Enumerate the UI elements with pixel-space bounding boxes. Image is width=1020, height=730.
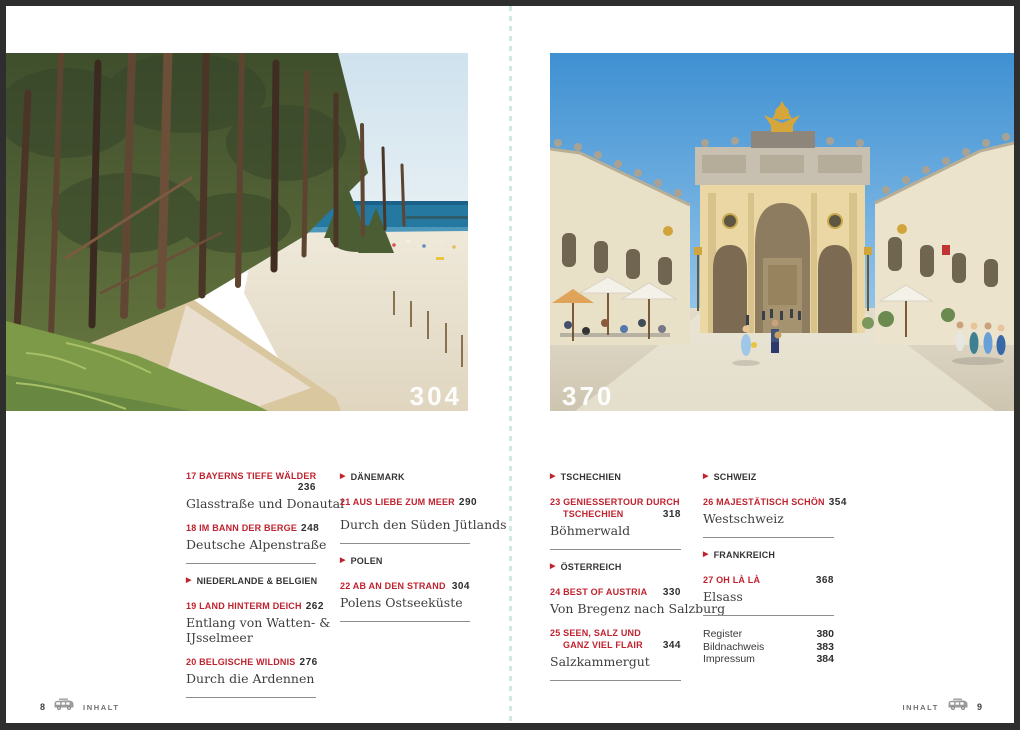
entry-title-line	[340, 580, 470, 593]
entry-title: 23 GENIESSERTOUR DURCH	[550, 497, 680, 507]
toc-column-left-2	[340, 470, 507, 634]
subtitle-line: IJsselmeer	[186, 630, 253, 645]
entry-subtitle	[550, 601, 726, 616]
entry-subtitle	[186, 496, 345, 511]
entry-title: 17 BAYERNS TIEFE WÄLDER	[186, 471, 317, 481]
entry-title-line	[550, 496, 681, 508]
subtitle-line: Durch den Süden Jütlands	[340, 517, 507, 532]
entry-page-number: 354	[828, 497, 847, 508]
triangle-bullet-icon: ▶	[340, 473, 346, 480]
book-spread	[6, 6, 1014, 723]
triangle-bullet-icon: ▶	[703, 551, 709, 558]
entry-title-line	[703, 574, 834, 587]
entry-page-number: 276	[299, 657, 318, 668]
meta-label: Bildnachweis	[703, 640, 765, 653]
toc-entry	[340, 496, 507, 532]
toc-section-header	[550, 472, 681, 482]
entry-title-line	[186, 522, 320, 535]
section-label: ÖSTERREICH	[560, 562, 622, 572]
entry-title-line	[550, 639, 681, 652]
toc-column-right-2	[703, 470, 847, 666]
toc-section-header	[340, 556, 470, 566]
entry-title-line	[186, 600, 324, 613]
entry-subtitle	[186, 537, 327, 552]
left-footer-label: INHALT	[83, 702, 120, 712]
triangle-bullet-icon: ▶	[703, 473, 709, 480]
entry-page-number: 368	[815, 575, 834, 586]
right-footer-label: INHALT	[902, 702, 939, 712]
subtitle-line: Glasstraße und Donautal	[186, 496, 345, 511]
entry-title-line	[340, 496, 478, 509]
left-page-footer	[40, 698, 120, 716]
toc-divider	[340, 543, 470, 544]
triangle-bullet-icon: ▶	[186, 577, 192, 584]
section-label: DÄNEMARK	[350, 472, 405, 482]
toc-column-left-1	[186, 470, 345, 710]
entry-page-number: 248	[301, 523, 320, 534]
arch-plaza-illustration	[550, 53, 1014, 411]
entry-subtitle	[340, 517, 507, 532]
entry-title-line	[550, 627, 681, 639]
entry-title-line	[550, 586, 681, 599]
toc-entry	[186, 656, 316, 686]
subtitle-line: Elsass	[703, 589, 743, 604]
meta-label: Impressum	[703, 653, 755, 665]
toc-entry	[550, 496, 681, 538]
entry-subtitle	[186, 615, 331, 645]
entry-title: GANZ VIEL FLAIR	[563, 640, 643, 650]
entry-subtitle	[186, 671, 316, 686]
toc-entry	[340, 580, 470, 610]
triangle-bullet-icon: ▶	[550, 473, 556, 480]
toc-meta-row	[703, 641, 834, 654]
subtitle-line: Entlang von Watten- &	[186, 615, 331, 630]
entry-subtitle	[703, 511, 834, 526]
triangle-bullet-icon: ▶	[550, 563, 556, 570]
entry-title-line	[703, 496, 847, 509]
toc-entry	[703, 496, 847, 526]
subtitle-line: Westschweiz	[703, 511, 784, 526]
subtitle-line: Von Bregenz nach Salzburg	[550, 601, 726, 616]
entry-title: 26 MAJESTÄTISCH SCHÖN	[703, 497, 825, 507]
toc-section-header	[703, 472, 834, 482]
entry-page-number: 290	[458, 497, 478, 508]
left-page-photo	[6, 53, 468, 411]
section-label: POLEN	[350, 556, 383, 566]
entry-page-number: 318	[662, 509, 681, 520]
entry-page-number: 330	[662, 587, 681, 598]
subtitle-line: Salzkammergut	[550, 654, 650, 669]
toc-section-header	[186, 576, 316, 586]
section-label: TSCHECHIEN	[560, 472, 622, 482]
meta-page-number: 383	[816, 640, 834, 653]
toc-entry	[186, 600, 331, 645]
entry-title-line	[550, 508, 681, 521]
triangle-bullet-icon: ▶	[340, 557, 346, 564]
toc-entry	[703, 574, 834, 604]
meta-page-number: 380	[816, 628, 834, 640]
subtitle-line: Deutsche Alpenstraße	[186, 537, 327, 552]
toc-divider	[550, 549, 681, 550]
camper-van-icon	[947, 698, 969, 716]
toc-divider	[186, 563, 316, 564]
entry-title: 21 AUS LIEBE ZUM MEER	[340, 497, 455, 507]
entry-title-line	[186, 470, 316, 482]
right-page-number: 9	[976, 702, 982, 712]
section-label: NIEDERLANDE & BELGIEN	[196, 576, 318, 586]
toc-meta-row	[703, 628, 834, 641]
entry-title: 20 BELGISCHE WILDNIS	[186, 657, 296, 667]
left-page-number: 8	[40, 702, 46, 712]
toc-divider	[340, 621, 470, 622]
meta-page-number: 384	[816, 653, 834, 665]
toc-divider	[703, 537, 834, 538]
camper-van-icon	[53, 698, 75, 716]
toc-divider	[550, 680, 681, 681]
entry-subtitle	[340, 595, 470, 610]
center-fold-dashed-line	[509, 6, 512, 723]
right-page-footer	[902, 698, 982, 716]
subtitle-line: Polens Ostseeküste	[340, 595, 463, 610]
subtitle-line: Böhmerwald	[550, 523, 631, 538]
entry-page-number: 262	[305, 601, 324, 612]
forest-beach-illustration	[6, 53, 468, 411]
toc-section-header	[703, 550, 834, 560]
toc-entry	[186, 522, 327, 552]
left-photo-page-number: 304	[409, 381, 462, 411]
right-page-photo	[550, 53, 1014, 411]
entry-subtitle	[550, 654, 681, 669]
section-label: FRANKREICH	[713, 550, 776, 560]
section-label: SCHWEIZ	[713, 472, 757, 482]
entry-title-line	[186, 482, 316, 494]
toc-entry	[186, 470, 345, 511]
entry-title-line	[186, 656, 316, 669]
entry-page-number: 344	[662, 640, 681, 651]
toc-section-header	[550, 562, 681, 572]
entry-page-number: 304	[451, 581, 470, 592]
entry-title: 24 BEST OF AUSTRIA	[550, 587, 648, 597]
entry-title: 18 IM BANN DER BERGE	[186, 523, 298, 533]
entry-subtitle	[550, 523, 681, 538]
toc-divider	[186, 697, 316, 698]
toc-meta-row	[703, 653, 834, 666]
entry-title: TSCHECHIEN	[563, 509, 624, 519]
toc-divider	[703, 615, 834, 616]
entry-title: 27 OH LÀ LÀ	[703, 575, 761, 585]
right-photo-page-number: 370	[562, 381, 615, 411]
meta-label: Register	[703, 628, 743, 640]
entry-title: 22 AB AN DEN STRAND	[340, 581, 446, 591]
entry-title: 19 LAND HINTERM DEICH	[186, 601, 302, 611]
entry-title: 25 SEEN, SALZ UND	[550, 628, 641, 638]
entry-subtitle	[703, 589, 834, 604]
subtitle-line: Durch die Ardennen	[186, 671, 315, 686]
toc-section-header	[340, 472, 470, 482]
toc-entry	[550, 627, 681, 669]
entry-page-number: 236	[297, 482, 316, 493]
